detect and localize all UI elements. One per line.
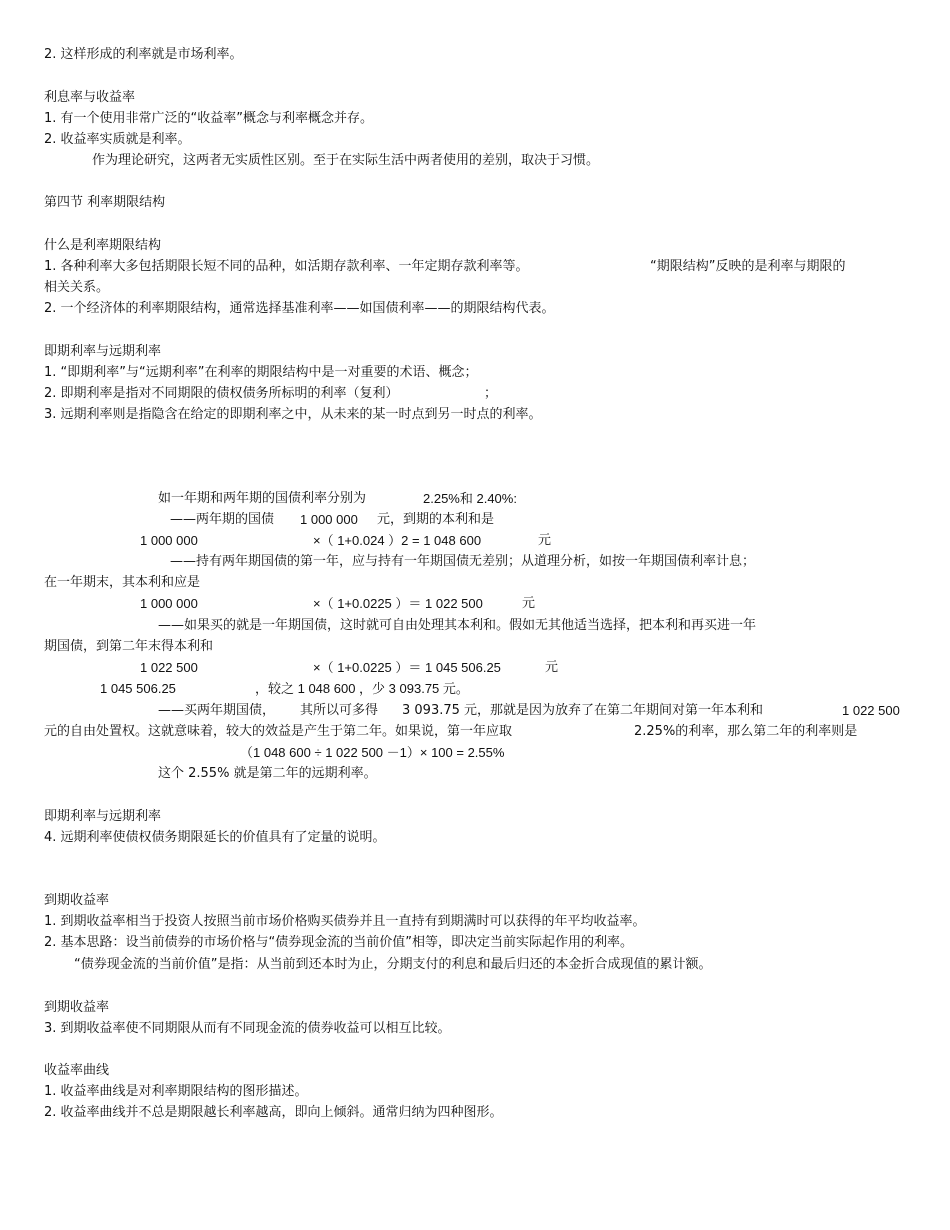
example-line: ——持有两年期国债的第一年，应与持有一年期国债无差别；从道理分析，如按一年期国债利率计息； (170, 554, 756, 569)
example-line: 在一年期末，其本利和应是 (44, 575, 201, 590)
section-heading: 即期利率与远期利率 (44, 344, 162, 359)
example-line: 1 022 500 (842, 703, 900, 718)
section-heading: 收益率曲线 (44, 1063, 110, 1078)
example-line: 其所以可多得 (300, 703, 379, 718)
example-line: ×（ 1+0.024 ）2 = 1 048 600 (313, 533, 482, 548)
text-line: 作为理论研究，这两者无实质性区别。至于在实际生活中两者使用的差别，取决于习惯。 (92, 153, 600, 168)
text-line: 1. 收益率曲线是对利率期限结构的图形描述。 (44, 1084, 308, 1099)
example-line: 元 (522, 596, 536, 611)
text-line: 1. 有一个使用非常广泛的“收益率”概念与利率概念并存。 (44, 111, 374, 126)
text-line: 4. 远期利率使债权债务期限延长的价值具有了定量的说明。 (44, 830, 386, 845)
text-line: 1. “即期利率”与“远期利率”在利率的期限结构中是一对重要的术语、概念； (44, 365, 478, 380)
example-line: 1 022 500 (140, 660, 198, 675)
text-line: 2. 收益率曲线并不总是期限越长利率越高，即向上倾斜。通常归纳为四种图形。 (44, 1105, 503, 1120)
example-line: 1 000 000 (300, 512, 358, 527)
text-line: “期限结构”反映的是利率与期限的 (650, 259, 846, 274)
example-line: 2.25%的利率，那么第二年的利率则是 (634, 724, 858, 739)
section-heading: 利息率与收益率 (44, 90, 136, 105)
text-line: 1. 到期收益率相当于投资人按照当前市场价格购买债券并且一直持有到期满时可以获得的年平均收益率。 (44, 914, 646, 929)
example-line: 元 (538, 533, 552, 548)
example-line: 元 (545, 660, 559, 675)
section-heading: 什么是利率期限结构 (44, 238, 162, 253)
text-line: ； (484, 386, 498, 401)
section-heading: 第四节 利率期限结构 (44, 195, 166, 210)
example-line: 元的自由处置权。这就意味着，较大的效益是产生于第二年。如果说，第一年应取 (44, 724, 513, 739)
example-line: 1 045 506.25 (100, 681, 176, 696)
example-line: 1 000 000 (140, 533, 198, 548)
text-line: 2. 即期利率是指对不同期限的债权债务所标明的利率（复利） (44, 386, 399, 401)
text-line: 2. 一个经济体的利率期限结构，通常选择基准利率——如国债利率——的期限结构代表。 (44, 301, 555, 316)
section-heading: 到期收益率 (44, 893, 110, 908)
example-line: ——两年期的国债 (170, 512, 275, 527)
example-line: ——如果买的就是一年期国债，这时就可自由处理其本利和。假如无其他适当选择，把本利和再买进一年 (158, 618, 757, 633)
example-line: ，较之 1 048 600 ，少 3 093.75 元。 (255, 681, 469, 696)
text-line: 2. 基本思路：设当前债券的市场价格与“债券现金流的当前价值”相等，即决定当前实际起作用的利率。 (44, 935, 634, 950)
text-line: 3. 到期收益率使不同期限从而有不同现金流的债券收益可以相互比较。 (44, 1021, 451, 1036)
formula-line: （1 048 600 ÷ 1 022 500 －1）× 100 = 2.55% (240, 745, 505, 760)
text-line: 相关关系。 (44, 280, 110, 295)
example-line: 1 000 000 (140, 596, 198, 611)
example-line: 期国债，到第二年末得本利和 (44, 639, 214, 654)
section-heading: 即期利率与远期利率 (44, 809, 162, 824)
text-line: 3. 远期利率则是指隐含在给定的即期利率之中，从未来的某一时点到另一时点的利率。 (44, 407, 542, 422)
example-line: 元，到期的本利和是 (377, 512, 495, 527)
section-heading: 到期收益率 (44, 1000, 110, 1015)
example-line: ×（ 1+0.0225 ）＝ 1 045 506.25 (313, 660, 501, 675)
text-line: 1. 各种利率大多包括期限长短不同的品种，如活期存款利率、一年定期存款利率等。 (44, 259, 529, 274)
example-line: ×（ 1+0.0225 ）＝ 1 022 500 (313, 596, 483, 611)
example-line: 3 093.75 元，那就是因为放弃了在第二年期间对第一年本利和 (402, 703, 764, 718)
text-line: 2. 这样形成的利率就是市场利率。 (44, 47, 243, 62)
text-line: 2. 收益率实质就是利率。 (44, 132, 191, 147)
example-line: 如一年期和两年期的国债利率分别为 (158, 491, 367, 506)
example-line: 这个 2.55% 就是第二年的远期利率。 (158, 766, 377, 781)
example-line: ——买两年期国债， (158, 703, 276, 718)
example-line: 2.25%和 2.40%: (423, 491, 517, 506)
text-line: “债券现金流的当前价值”是指：从当前到还本时为止，分期支付的利息和最后归还的本金折合成现值的累计额。 (74, 957, 712, 972)
